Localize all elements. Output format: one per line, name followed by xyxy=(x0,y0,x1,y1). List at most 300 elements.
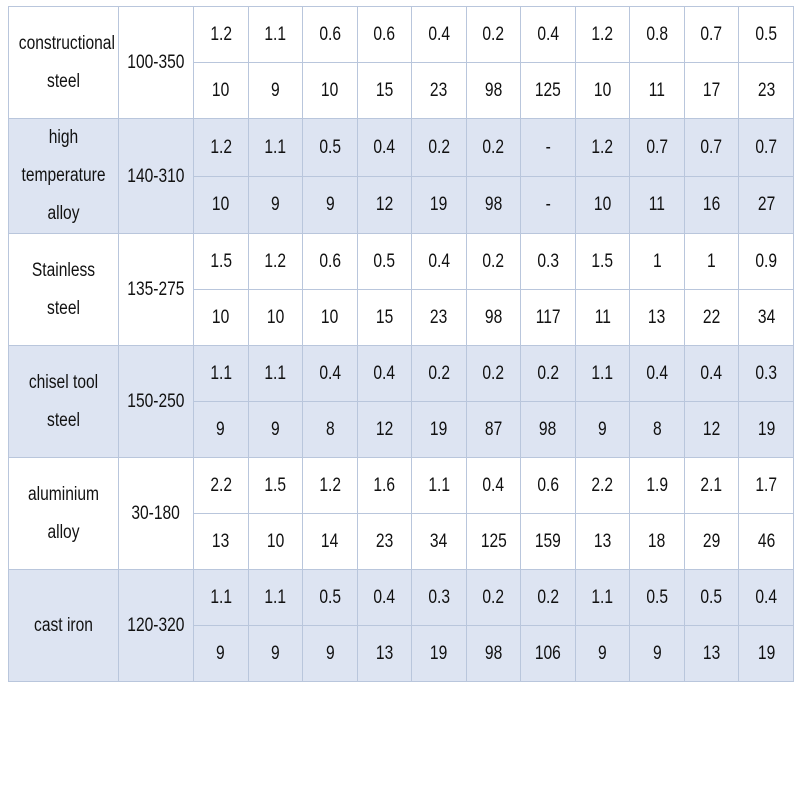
table-cell xyxy=(303,63,358,119)
cell-value: 0.6 xyxy=(318,24,341,45)
cell-value: 13 xyxy=(702,643,721,664)
cell-value: 11 xyxy=(648,80,666,101)
table-cell xyxy=(521,176,576,234)
material-name-cell xyxy=(9,570,119,682)
table-cell xyxy=(248,402,303,458)
table-cell xyxy=(412,570,467,626)
table-cell xyxy=(684,402,739,458)
table-cell xyxy=(303,570,358,626)
cell-value: 125 xyxy=(534,80,561,101)
cell-value: 10 xyxy=(321,80,339,101)
hardness-range-cell xyxy=(119,119,194,234)
material-name-line: cast iron xyxy=(34,614,93,636)
table-cell xyxy=(357,234,412,290)
cell-value: 2.2 xyxy=(209,475,232,496)
table-cell xyxy=(575,176,630,234)
material-name-cell xyxy=(9,234,119,346)
cell-value: 12 xyxy=(375,419,394,440)
cell-value: 1.1 xyxy=(264,136,287,158)
table-cell xyxy=(248,626,303,682)
table-cell xyxy=(630,514,685,570)
cell-value: 0.5 xyxy=(755,24,777,45)
table-cell xyxy=(412,176,467,234)
table-cell xyxy=(357,290,412,346)
cell-value: 0.2 xyxy=(482,24,505,45)
table-cell xyxy=(684,63,739,119)
table-cell xyxy=(303,402,358,458)
table-cell xyxy=(739,119,794,177)
cell-value: 0.4 xyxy=(373,363,396,384)
table-cell xyxy=(412,346,467,402)
cell-value: 98 xyxy=(484,194,503,216)
table-cell xyxy=(521,234,576,290)
table-cell xyxy=(575,346,630,402)
table-cell xyxy=(684,234,739,290)
cell-value: 0.8 xyxy=(646,24,668,45)
table-cell xyxy=(739,290,794,346)
cell-value: 27 xyxy=(757,194,775,216)
material-name-line: aluminium xyxy=(27,483,100,505)
cell-value: 0.4 xyxy=(482,475,505,496)
table-cell xyxy=(412,119,467,177)
cell-value: 106 xyxy=(534,643,561,664)
cell-value: 10 xyxy=(593,80,612,101)
table-cell xyxy=(575,290,630,346)
hardness-range-value: 135-275 xyxy=(127,279,185,300)
table-cell xyxy=(412,7,467,63)
table-cell xyxy=(357,176,412,234)
cell-value: 12 xyxy=(702,419,721,440)
table-cell xyxy=(357,346,412,402)
cell-value: 0.7 xyxy=(646,136,668,158)
table-cell xyxy=(466,119,521,177)
table-cell xyxy=(466,234,521,290)
table-cell xyxy=(630,458,685,514)
cell-value: 9 xyxy=(216,419,226,440)
table-cell xyxy=(248,458,303,514)
cell-value: 1.2 xyxy=(264,251,287,272)
cell-value: 15 xyxy=(375,307,394,328)
cell-value: 0.3 xyxy=(537,251,559,272)
table-cell xyxy=(521,63,576,119)
cell-value: 23 xyxy=(375,531,394,552)
table-cell xyxy=(194,346,249,402)
table-cell xyxy=(412,514,467,570)
table-cell xyxy=(303,7,358,63)
cell-value: 29 xyxy=(702,531,721,552)
cell-value: 0.4 xyxy=(537,24,559,45)
cell-value: 0.5 xyxy=(700,587,723,608)
cell-value: 9 xyxy=(270,643,280,664)
table-cell xyxy=(630,570,685,626)
table-cell xyxy=(194,570,249,626)
cell-value: 0.4 xyxy=(373,587,396,608)
table-cell xyxy=(739,570,794,626)
cell-value: 8 xyxy=(652,419,662,440)
cell-value: 0.4 xyxy=(428,24,450,45)
cell-value: 0.4 xyxy=(318,363,341,384)
hardness-range-value: 150-250 xyxy=(127,391,185,412)
cell-value: 1.2 xyxy=(591,24,614,45)
cell-value: 1.1 xyxy=(591,363,614,384)
material-name-cell xyxy=(9,119,119,234)
cell-value: 159 xyxy=(534,531,561,552)
cell-value: 0.7 xyxy=(700,136,723,158)
table-cell xyxy=(357,458,412,514)
cell-value: 0.9 xyxy=(755,251,777,272)
table-cell xyxy=(357,514,412,570)
table-cell xyxy=(684,626,739,682)
cell-value: 9 xyxy=(598,419,607,440)
table-cell xyxy=(575,234,630,290)
table-cell xyxy=(739,402,794,458)
table-cell xyxy=(630,402,685,458)
table-cell xyxy=(194,458,249,514)
table-cell xyxy=(466,626,521,682)
cell-value: 0.2 xyxy=(537,587,559,608)
table-cell xyxy=(630,7,685,63)
table-cell xyxy=(248,176,303,234)
cell-value: 19 xyxy=(430,419,448,440)
table-cell xyxy=(521,514,576,570)
table-cell xyxy=(412,458,467,514)
table-cell xyxy=(357,570,412,626)
cell-value: 125 xyxy=(480,531,507,552)
cell-value: 10 xyxy=(321,307,339,328)
cell-value: 1.2 xyxy=(591,136,614,158)
cell-value: 23 xyxy=(430,80,448,101)
cell-value: 9 xyxy=(325,194,335,216)
cell-value: 1.7 xyxy=(755,475,777,496)
material-name-line: Stainless steel xyxy=(31,259,96,319)
table-cell xyxy=(575,570,630,626)
cell-value: 11 xyxy=(594,307,611,328)
table-cell xyxy=(357,119,412,177)
table-cell xyxy=(739,346,794,402)
table-cell xyxy=(630,63,685,119)
material-name-cell xyxy=(9,458,119,570)
cell-value: 87 xyxy=(484,419,503,440)
table-row xyxy=(9,7,794,63)
table-cell xyxy=(684,346,739,402)
table-cell xyxy=(466,63,521,119)
table-cell xyxy=(575,514,630,570)
cell-value: 19 xyxy=(757,643,775,664)
cell-value: 12 xyxy=(375,194,394,216)
cell-value: 0.3 xyxy=(428,587,450,608)
material-name-line: high xyxy=(48,127,79,148)
cell-value: 13 xyxy=(375,643,394,664)
cell-value: 22 xyxy=(702,307,721,328)
table-cell xyxy=(412,290,467,346)
cell-value: 14 xyxy=(321,531,339,552)
table-cell xyxy=(412,234,467,290)
table-cell xyxy=(575,458,630,514)
cell-value: 1.6 xyxy=(373,475,396,496)
cell-value: 2.2 xyxy=(591,475,614,496)
cell-value: 13 xyxy=(212,531,230,552)
cell-value: 10 xyxy=(212,307,230,328)
table-cell xyxy=(303,176,358,234)
cell-value: 0.4 xyxy=(646,363,668,384)
table-cell xyxy=(248,63,303,119)
cell-value: 1.5 xyxy=(209,251,232,272)
table-cell xyxy=(303,119,358,177)
table-cell xyxy=(630,176,685,234)
table-cell xyxy=(466,458,521,514)
cell-value: 1 xyxy=(652,251,662,272)
table-cell xyxy=(466,346,521,402)
cell-value: 0.4 xyxy=(373,136,396,158)
table-cell xyxy=(575,119,630,177)
table-cell xyxy=(248,570,303,626)
table-cell xyxy=(466,7,521,63)
table-cell xyxy=(739,514,794,570)
hardness-range-value: 120-320 xyxy=(127,615,185,636)
cell-value: 0.5 xyxy=(318,136,341,158)
hardness-range-value: 30-180 xyxy=(131,503,181,524)
cell-value: - xyxy=(545,194,551,216)
cell-value: 15 xyxy=(375,80,394,101)
cell-value: 1.1 xyxy=(264,363,287,384)
table-cell xyxy=(248,514,303,570)
table-cell xyxy=(630,346,685,402)
table-cell xyxy=(194,176,249,234)
cell-value: 17 xyxy=(702,80,721,101)
material-name-line: steel xyxy=(47,70,80,92)
material-name-cell xyxy=(9,7,119,119)
table-cell xyxy=(521,458,576,514)
cell-value: 19 xyxy=(757,419,775,440)
cell-value: 0.4 xyxy=(700,363,723,384)
cell-value: 0.5 xyxy=(318,587,341,608)
table-cell xyxy=(357,402,412,458)
cell-value: 117 xyxy=(535,307,561,328)
table-cell xyxy=(684,458,739,514)
table-cell xyxy=(412,626,467,682)
cell-value: 10 xyxy=(212,194,230,216)
table-cell xyxy=(521,7,576,63)
material-name-line: chisel tool xyxy=(28,371,99,393)
table-row xyxy=(9,346,794,402)
table-cell xyxy=(194,234,249,290)
table-cell xyxy=(575,626,630,682)
cell-value: 0.4 xyxy=(428,251,450,272)
cell-value: 16 xyxy=(702,194,721,216)
table-row xyxy=(9,119,794,177)
material-name-line: temperature xyxy=(21,165,106,186)
table-cell xyxy=(684,290,739,346)
cell-value: - xyxy=(545,136,551,158)
table-cell xyxy=(521,626,576,682)
table-cell xyxy=(575,402,630,458)
material-name-line: constructional xyxy=(18,32,115,54)
cell-value: 1.2 xyxy=(209,24,232,45)
material-name-line: steel xyxy=(47,409,80,431)
cell-value: 23 xyxy=(430,307,448,328)
cell-value: 10 xyxy=(266,307,284,328)
table-cell xyxy=(630,119,685,177)
cell-value: 10 xyxy=(593,194,612,216)
table-cell xyxy=(357,626,412,682)
table-cell xyxy=(412,63,467,119)
table-cell xyxy=(194,63,249,119)
cell-value: 1.5 xyxy=(591,251,614,272)
table-cell xyxy=(739,63,794,119)
cell-value: 0.2 xyxy=(482,587,505,608)
cell-value: 1.5 xyxy=(264,475,287,496)
cell-value: 19 xyxy=(430,194,448,216)
cell-value: 1.1 xyxy=(591,587,614,608)
table-cell xyxy=(303,514,358,570)
table-cell xyxy=(684,176,739,234)
cell-value: 98 xyxy=(484,307,503,328)
table-cell xyxy=(521,570,576,626)
table-cell xyxy=(575,63,630,119)
cell-value: 0.7 xyxy=(755,136,777,158)
table-cell xyxy=(248,234,303,290)
table-cell xyxy=(466,290,521,346)
cell-value: 2.1 xyxy=(700,475,723,496)
cell-value: 0.7 xyxy=(700,24,723,45)
cell-value: 98 xyxy=(539,419,557,440)
hardness-range-cell xyxy=(119,234,194,346)
table-cell xyxy=(194,119,249,177)
table-cell xyxy=(575,7,630,63)
cell-value: 9 xyxy=(598,643,607,664)
table-cell xyxy=(412,402,467,458)
material-name-line: alloy xyxy=(47,521,80,543)
cell-value: 1.1 xyxy=(264,24,287,45)
hardness-range-cell xyxy=(119,570,194,682)
cell-value: 10 xyxy=(212,80,230,101)
table-cell xyxy=(194,7,249,63)
hardness-range-value: 100-350 xyxy=(127,52,185,73)
table-row xyxy=(9,234,794,290)
table-cell xyxy=(739,176,794,234)
table-cell xyxy=(194,626,249,682)
table-cell xyxy=(303,458,358,514)
cell-value: 0.2 xyxy=(428,136,450,158)
cell-value: 9 xyxy=(270,419,280,440)
cell-value: 9 xyxy=(652,643,662,664)
table-cell xyxy=(630,290,685,346)
table-cell xyxy=(194,514,249,570)
table-cell xyxy=(739,458,794,514)
cell-value: 10 xyxy=(266,531,284,552)
cell-value: 1.1 xyxy=(209,587,232,608)
cell-value: 0.6 xyxy=(373,24,396,45)
table-cell xyxy=(303,626,358,682)
table-cell xyxy=(466,176,521,234)
table-cell xyxy=(194,402,249,458)
cell-value: 0.5 xyxy=(373,251,396,272)
material-spec-table xyxy=(8,6,794,682)
cell-value: 9 xyxy=(270,80,280,101)
table-row xyxy=(9,570,794,626)
cell-value: 23 xyxy=(757,80,775,101)
cell-value: 1.1 xyxy=(428,475,450,496)
table-cell xyxy=(248,119,303,177)
cell-value: 9 xyxy=(325,643,335,664)
table-cell xyxy=(248,290,303,346)
cell-value: 46 xyxy=(757,531,775,552)
table-row xyxy=(9,458,794,514)
table-cell xyxy=(521,402,576,458)
cell-value: 0.5 xyxy=(646,587,668,608)
cell-value: 98 xyxy=(484,80,503,101)
table-cell xyxy=(248,7,303,63)
table-cell xyxy=(684,7,739,63)
table-cell xyxy=(466,570,521,626)
cell-value: 34 xyxy=(430,531,448,552)
cell-value: 19 xyxy=(430,643,448,664)
table-cell xyxy=(684,570,739,626)
table-cell xyxy=(303,234,358,290)
cell-value: 0.2 xyxy=(428,363,450,384)
table-cell xyxy=(684,119,739,177)
material-name-line: alloy xyxy=(47,203,80,224)
cell-value: 1.1 xyxy=(209,363,232,384)
cell-value: 0.2 xyxy=(537,363,559,384)
cell-value: 11 xyxy=(648,194,666,216)
cell-value: 0.4 xyxy=(755,587,777,608)
table-cell xyxy=(303,346,358,402)
table-cell xyxy=(739,626,794,682)
cell-value: 0.3 xyxy=(755,363,777,384)
table-cell xyxy=(739,7,794,63)
cell-value: 18 xyxy=(648,531,666,552)
table-cell xyxy=(739,234,794,290)
cell-value: 13 xyxy=(648,307,666,328)
table-cell xyxy=(630,626,685,682)
cell-value: 0.6 xyxy=(537,475,559,496)
hardness-range-cell xyxy=(119,346,194,458)
hardness-range-cell xyxy=(119,458,194,570)
table-cell xyxy=(357,63,412,119)
cell-value: 1.1 xyxy=(264,587,287,608)
table-cell xyxy=(684,514,739,570)
table-cell xyxy=(521,119,576,177)
cell-value: 9 xyxy=(270,194,280,216)
cell-value: 8 xyxy=(325,419,335,440)
material-name-cell xyxy=(9,346,119,458)
table-cell xyxy=(466,514,521,570)
cell-value: 1.9 xyxy=(646,475,668,496)
cell-value: 9 xyxy=(216,643,226,664)
cell-value: 1.2 xyxy=(209,136,232,158)
table-cell xyxy=(194,290,249,346)
table-cell xyxy=(521,290,576,346)
cell-value: 13 xyxy=(593,531,612,552)
hardness-range-value: 140-310 xyxy=(127,165,185,187)
cell-value: 0.6 xyxy=(318,251,341,272)
table-body xyxy=(9,7,794,682)
cell-value: 98 xyxy=(484,643,503,664)
table-cell xyxy=(357,7,412,63)
table-cell xyxy=(466,402,521,458)
cell-value: 0.2 xyxy=(482,363,505,384)
cell-value: 1 xyxy=(707,251,716,272)
cell-value: 34 xyxy=(757,307,775,328)
cell-value: 1.2 xyxy=(318,475,341,496)
table-cell xyxy=(630,234,685,290)
table-cell xyxy=(521,346,576,402)
hardness-range-cell xyxy=(119,7,194,119)
cell-value: 0.2 xyxy=(482,251,505,272)
table-cell xyxy=(303,290,358,346)
table-cell xyxy=(248,346,303,402)
